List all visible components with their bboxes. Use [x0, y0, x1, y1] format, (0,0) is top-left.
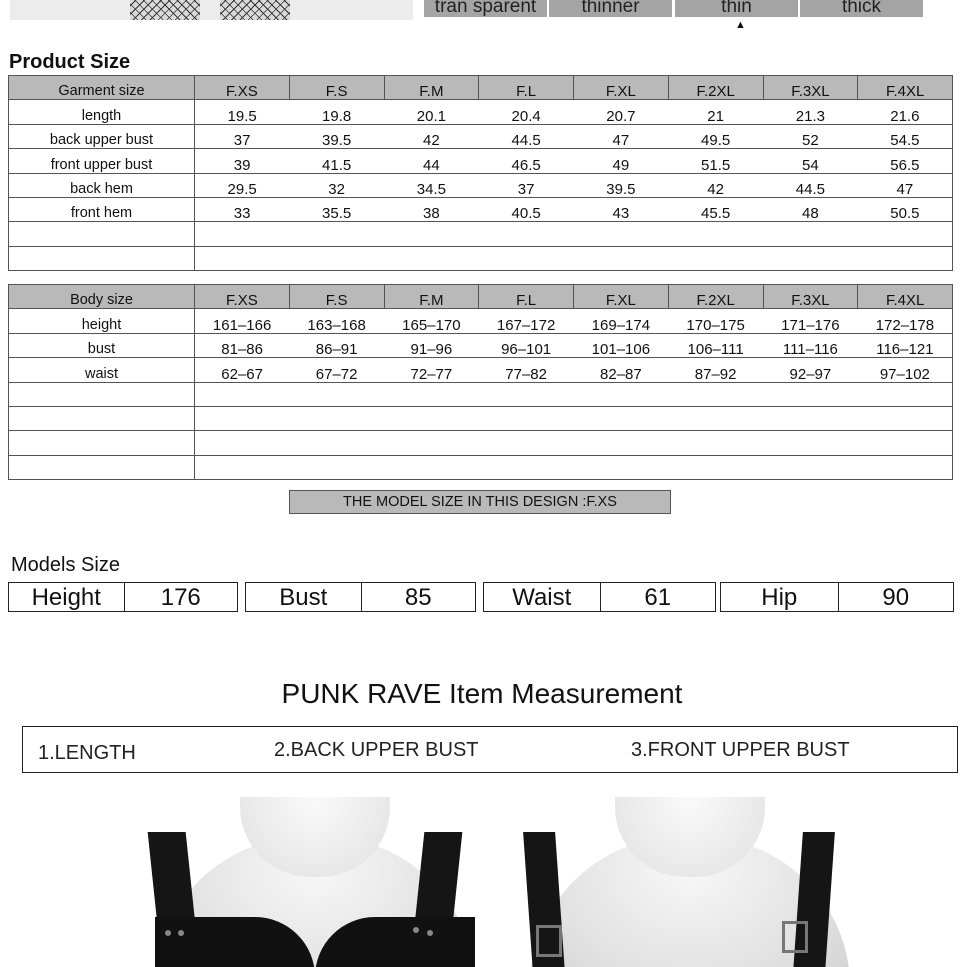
table-cell: 72–77 — [384, 358, 479, 382]
table-cell: 41.5 — [289, 149, 384, 173]
model-waist-box — [483, 582, 716, 612]
table-cell: 163–168 — [289, 309, 384, 333]
table-cell: 165–170 — [384, 309, 479, 333]
table-cell: 161–166 — [195, 309, 290, 333]
model-measure-label: Waist — [484, 583, 601, 611]
table-cell: 51.5 — [668, 149, 763, 173]
model-measure-value: 85 — [404, 584, 432, 611]
table-cell: 56.5 — [858, 149, 953, 173]
table-cell: 169–174 — [574, 309, 669, 333]
model-bust-box — [245, 582, 476, 612]
table-header-size: F.3XL — [763, 285, 858, 309]
table-cell: 38 — [384, 197, 479, 221]
product-size-title: Product Size — [9, 51, 131, 73]
model-measure-label: Bust — [246, 583, 362, 611]
table-header-size: F.3XL — [763, 76, 858, 100]
table-cell: 21.3 — [763, 100, 858, 124]
table-header-size: F.S — [289, 76, 384, 100]
table-cell: 171–176 — [763, 309, 858, 333]
table-cell: 116–121 — [858, 333, 953, 357]
table-cell: 42 — [668, 173, 763, 197]
measurement-steps-box — [22, 726, 958, 773]
table-row — [9, 197, 953, 221]
table-cell: 35.5 — [289, 197, 384, 221]
measurement-title: PUNK RAVE Item Measurement — [281, 678, 683, 709]
table-cell: 39.5 — [574, 173, 669, 197]
table-header-size: F.L — [479, 76, 574, 100]
table-cell: 20.4 — [479, 100, 574, 124]
table-cell: 29.5 — [195, 173, 290, 197]
table-cell: 82–87 — [574, 358, 669, 382]
thickness-option: thick — [800, 0, 923, 17]
table-cell: 81–86 — [195, 333, 290, 357]
table-header-size: F.M — [384, 285, 479, 309]
model-measure-value: 61 — [644, 584, 672, 611]
table-cell: 21 — [668, 100, 763, 124]
table-row — [9, 124, 953, 148]
empty-row — [9, 382, 953, 406]
table-row — [9, 333, 953, 357]
table-cell: 40.5 — [479, 197, 574, 221]
table-cell: 67–72 — [289, 358, 384, 382]
table-cell: 32 — [289, 173, 384, 197]
row-label: bust — [9, 333, 195, 357]
mannequin-front-image — [145, 797, 485, 967]
table-cell: 19.5 — [195, 100, 290, 124]
empty-row — [9, 246, 953, 270]
table-cell: 44.5 — [763, 173, 858, 197]
table-header-size: F.L — [479, 285, 574, 309]
table-cell: 52 — [763, 124, 858, 148]
empty-row — [9, 222, 953, 246]
table-cell: 39.5 — [289, 124, 384, 148]
table-cell: 47 — [858, 173, 953, 197]
product-photo-strip — [10, 0, 413, 20]
thickness-option: tran sparent — [424, 0, 547, 17]
table-cell: 97–102 — [858, 358, 953, 382]
mannequin-back-image — [520, 797, 860, 967]
measurement-step: 1.LENGTH — [38, 742, 136, 764]
table-cell: 172–178 — [858, 309, 953, 333]
table-row — [9, 173, 953, 197]
table-row — [9, 358, 953, 382]
model-measure-label: Height — [9, 583, 125, 611]
table-cell: 19.8 — [289, 100, 384, 124]
table-cell: 34.5 — [384, 173, 479, 197]
body-size-table — [8, 284, 953, 480]
row-label: back upper bust — [9, 124, 195, 148]
table-header-size: F.M — [384, 76, 479, 100]
measurement-step: 2.BACK UPPER BUST — [274, 739, 479, 761]
empty-row — [9, 406, 953, 430]
table-cell: 45.5 — [668, 197, 763, 221]
table-cell: 37 — [479, 173, 574, 197]
table-cell: 106–111 — [668, 333, 763, 357]
table-cell: 101–106 — [574, 333, 669, 357]
thickness-selected-marker: ▲ — [735, 19, 746, 31]
table-header-size: F.XS — [195, 76, 290, 100]
table-header-size: F.2XL — [668, 285, 763, 309]
table-cell: 86–91 — [289, 333, 384, 357]
model-height-box — [8, 582, 238, 612]
table-header-label: Garment size — [9, 76, 195, 100]
table-cell: 33 — [195, 197, 290, 221]
models-size-title: Models Size — [11, 554, 120, 576]
table-cell: 47 — [574, 124, 669, 148]
row-label: waist — [9, 358, 195, 382]
table-header-size: F.S — [289, 285, 384, 309]
model-measure-value: 90 — [882, 584, 910, 611]
table-cell: 49 — [574, 149, 669, 173]
table-header-size: F.XL — [574, 285, 669, 309]
table-cell: 77–82 — [479, 358, 574, 382]
table-cell: 62–67 — [195, 358, 290, 382]
table-header-size: F.XS — [195, 285, 290, 309]
empty-row — [9, 431, 953, 455]
table-cell: 170–175 — [668, 309, 763, 333]
table-cell: 48 — [763, 197, 858, 221]
table-cell: 39 — [195, 149, 290, 173]
table-header-size: F.2XL — [668, 76, 763, 100]
fishnet-leg-image — [130, 0, 200, 20]
model-hip-box — [720, 582, 954, 612]
thickness-option: thin — [675, 0, 798, 17]
row-label: height — [9, 309, 195, 333]
table-header-size: F.4XL — [858, 285, 953, 309]
table-cell: 49.5 — [668, 124, 763, 148]
row-label: front hem — [9, 197, 195, 221]
table-cell: 21.6 — [858, 100, 953, 124]
row-label: back hem — [9, 173, 195, 197]
table-cell: 54 — [763, 149, 858, 173]
model-measure-label: Hip — [721, 583, 839, 611]
table-cell: 92–97 — [763, 358, 858, 382]
table-cell: 42 — [384, 124, 479, 148]
table-cell: 44 — [384, 149, 479, 173]
table-cell: 54.5 — [858, 124, 953, 148]
table-header-size: F.4XL — [858, 76, 953, 100]
table-cell: 96–101 — [479, 333, 574, 357]
table-header-label: Body size — [9, 285, 195, 309]
table-cell: 44.5 — [479, 124, 574, 148]
garment-size-table — [8, 75, 953, 271]
row-label: length — [9, 100, 195, 124]
table-cell: 87–92 — [668, 358, 763, 382]
table-cell: 167–172 — [479, 309, 574, 333]
measurement-step: 3.FRONT UPPER BUST — [631, 739, 850, 761]
table-row — [9, 149, 953, 173]
fishnet-leg-image — [220, 0, 290, 20]
table-cell: 37 — [195, 124, 290, 148]
row-label: front upper bust — [9, 149, 195, 173]
table-cell: 46.5 — [479, 149, 574, 173]
empty-row — [9, 455, 953, 479]
table-row — [9, 100, 953, 124]
model-measure-value: 176 — [160, 584, 201, 611]
table-cell: 20.7 — [574, 100, 669, 124]
table-cell: 20.1 — [384, 100, 479, 124]
model-size-banner: THE MODEL SIZE IN THIS DESIGN :F.XS — [289, 490, 671, 514]
table-row — [9, 309, 953, 333]
table-cell: 111–116 — [763, 333, 858, 357]
table-cell: 43 — [574, 197, 669, 221]
table-cell: 50.5 — [858, 197, 953, 221]
table-cell: 91–96 — [384, 333, 479, 357]
table-header-size: F.XL — [574, 76, 669, 100]
thickness-option: thinner — [549, 0, 672, 17]
